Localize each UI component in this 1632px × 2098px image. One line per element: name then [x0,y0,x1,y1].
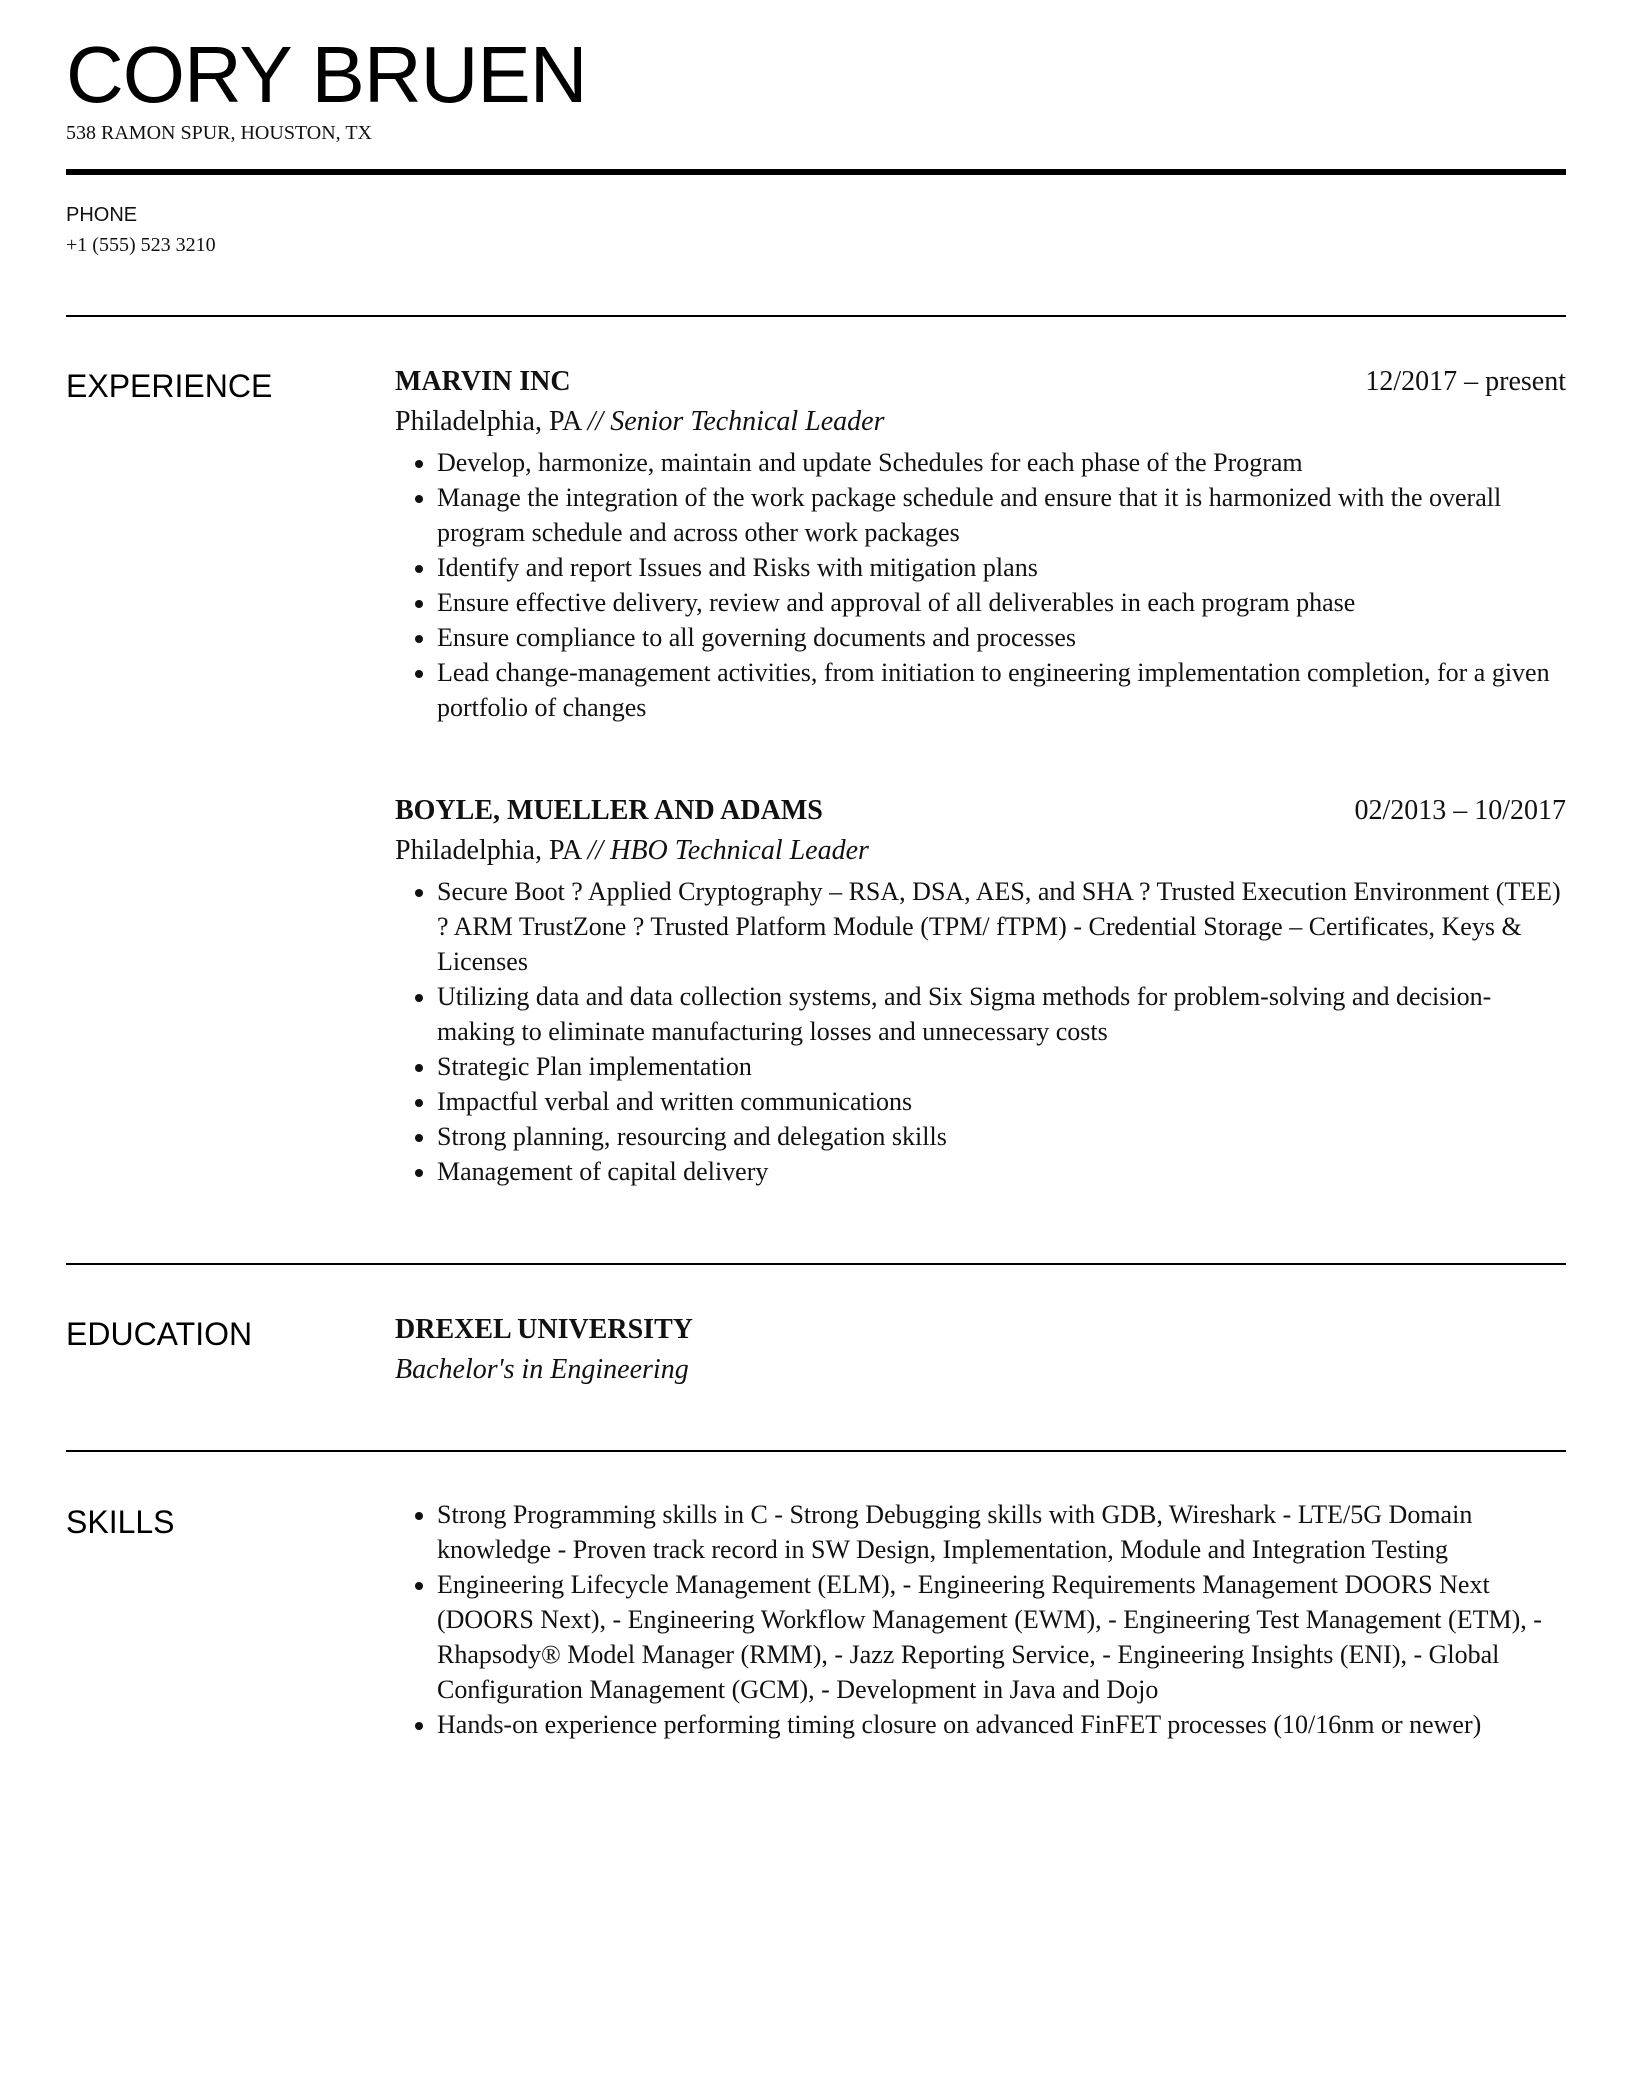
company-name: MARVIN INC [395,366,571,397]
section-divider [66,315,1566,317]
job-bullet-list [395,445,1566,725]
skill-item: • Hands-on experience performing timing closure on advanced FinFET processes (10/16nm or newer) [437,1707,1566,1742]
school-name: DREXEL UNIVERSITY [395,1314,693,1345]
job-bullet: • Ensure effective delivery, review and approval of all deliverables in each program phase [437,585,1566,620]
section-divider [66,1450,1566,1452]
job-location-role [395,402,1566,442]
header-divider [66,169,1566,175]
section-divider [66,1263,1566,1265]
skills-list [395,1497,1566,1742]
job-bullet: • Secure Boot ? Applied Cryptography – RSA, DSA, AES, and SHA ? Trusted Execution Environment (TEE) ? ARM TrustZone ? Trusted Platform Module (TPM/ fTPM) - Credential Storage – Certificates, Keys & Licenses [437,874,1566,979]
role-separator: // [587,835,604,866]
job-location: Philadelphia, PA [395,406,581,437]
role-separator: // [587,406,604,437]
job-title: Senior Technical Leader [610,406,885,437]
job-entry [395,791,1566,1189]
job-bullet-list [395,874,1566,1189]
phone-number: +1 (555) 523 3210 [66,234,216,256]
skill-item: • Engineering Lifecycle Management (ELM), - Engineering Requirements Management DOORS Next (DOORS Next), - Engineering Workflow Management (EWM), - Engineering Test Management (ETM), - Rhapsody® Model Manager (RMM), - Jazz Reporting Service, - Engineering Insights (ENI), - Global Configuration Management (GCM), - Development in Java and Dojo [437,1567,1566,1707]
job-header [395,791,1566,831]
job-entry [395,362,1566,725]
job-dates: 02/2013 – 10/2017 [1354,795,1566,826]
job-bullet: • Strong planning, resourcing and delegation skills [437,1119,1566,1154]
phone-label: PHONE [66,204,138,226]
job-bullet: • Identify and report Issues and Risks with mitigation plans [437,550,1566,585]
candidate-name: CORY BRUEN [66,30,587,119]
job-bullet: • Impactful verbal and written communications [437,1084,1566,1119]
job-dates: 12/2017 – present [1365,366,1566,397]
company-name: BOYLE, MUELLER AND ADAMS [395,795,823,826]
skills-heading: SKILLS [66,1504,175,1540]
job-location: Philadelphia, PA [395,835,581,866]
degree: Bachelor's in Engineering [395,1354,689,1385]
skills-entry [395,1497,1566,1742]
job-bullet: • Utilizing data and data collection systems, and Six Sigma methods for problem-solving and decision-making to eliminate manufacturing losses and unnecessary costs [437,979,1566,1049]
job-bullet: • Develop, harmonize, maintain and update Schedules for each phase of the Program [437,445,1566,480]
job-bullet: • Ensure compliance to all governing documents and processes [437,620,1566,655]
job-header [395,362,1566,402]
job-bullet: • Manage the integration of the work package schedule and ensure that it is harmonized with the overall program schedule and across other work packages [437,480,1566,550]
education-heading: EDUCATION [66,1316,253,1352]
job-title: HBO Technical Leader [610,835,869,866]
experience-heading: EXPERIENCE [66,368,273,404]
candidate-address: 538 RAMON SPUR, HOUSTON, TX [66,122,372,144]
skill-item: • Strong Programming skills in C - Strong Debugging skills with GDB, Wireshark - LTE/5G Domain knowledge - Proven track record in SW Design, Implementation, Module and Integration Testing [437,1497,1566,1567]
job-bullet: • Lead change-management activities, from initiation to engineering implementation completion, for a given portfolio of changes [437,655,1566,725]
education-entry [395,1310,1566,1390]
job-location-role [395,831,1566,871]
job-bullet: • Strategic Plan implementation [437,1049,1566,1084]
job-bullet: • Management of capital delivery [437,1154,1566,1189]
